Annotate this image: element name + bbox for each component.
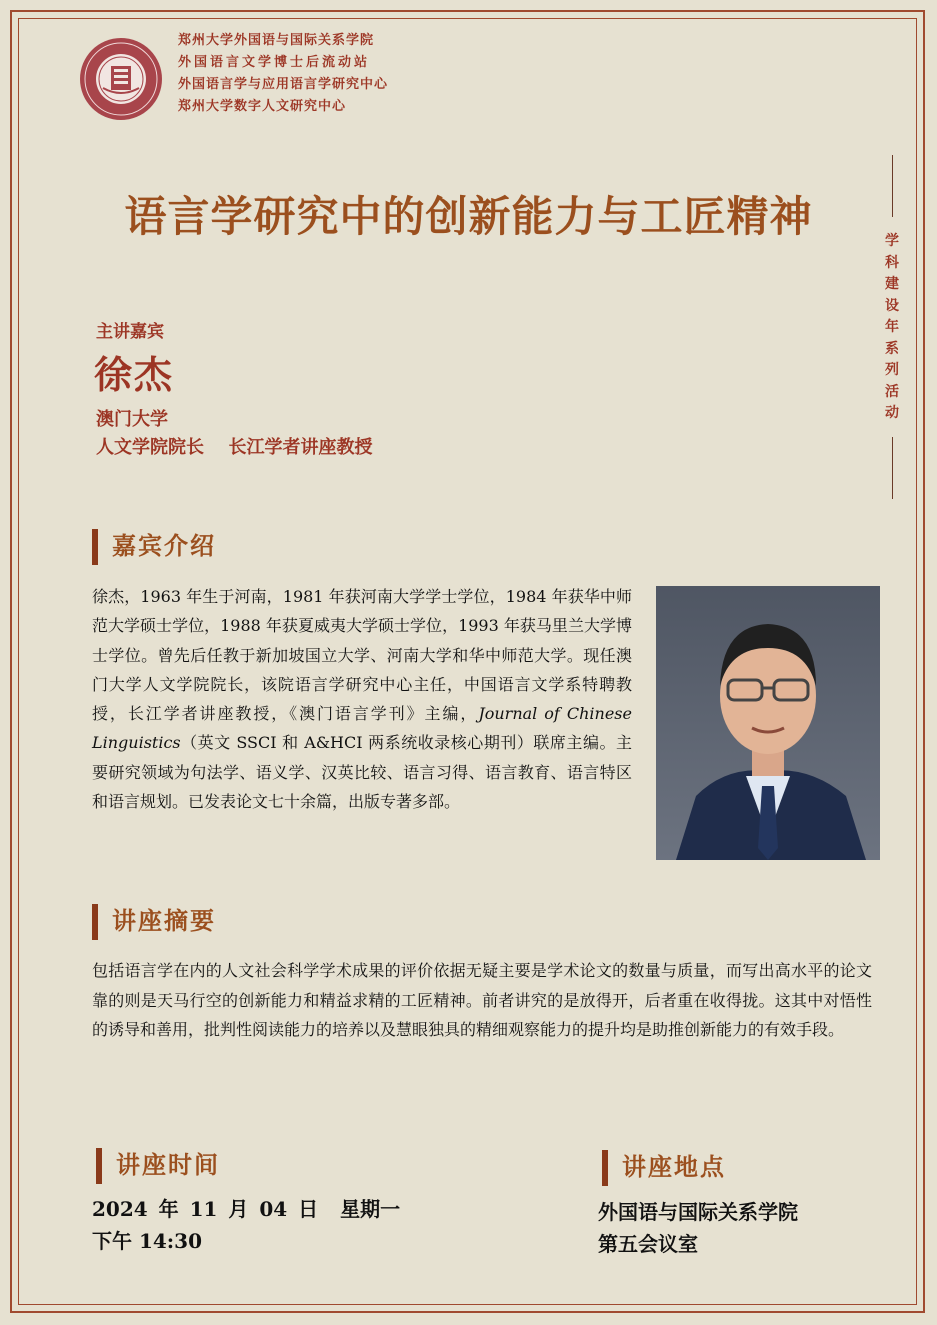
bio-text: 徐杰，1963 年生于河南，1981 年获河南大学学士学位，1984 年获华中师范大学硕士学位，1988 年获夏威夷大学硕士学位，1993 年获马里兰大学博士学位。曾先后任教于新加坡国立大学、河南大学和华中师范大学。现任澳门大学人文学院院长，该院语言学研究中心主任，中国语言文学系特聘教授，长江学者讲座教授，《澳门语言学刊》主编， xyxy=(92,587,632,724)
time-heading: 讲座时间 xyxy=(96,1148,220,1182)
speaker-affiliation: 澳门大学 xyxy=(96,409,168,430)
location-heading: 讲座地点 xyxy=(602,1150,726,1184)
university-seal-logo xyxy=(78,36,164,122)
institution-list xyxy=(178,30,388,118)
lecture-hour: 下午 14:30 xyxy=(92,1229,203,1253)
location-line1: 外国语与国际关系学院 xyxy=(598,1200,798,1224)
speaker-photo xyxy=(656,586,880,860)
speaker-label: 主讲嘉宾 xyxy=(96,322,164,342)
side-banner xyxy=(880,155,904,500)
institution-name: 郑州大学外国语与国际关系学院 xyxy=(178,33,375,48)
journal-name: Journal of Chinese Linguistics xyxy=(92,704,632,753)
speaker-positions: 人文学院院长 长江学者讲座教授 xyxy=(96,437,373,458)
lecture-title: 语言学研究中的创新能力与工匠精神 xyxy=(124,192,813,241)
speaker-name: 徐杰 xyxy=(94,353,175,397)
banner-line-top xyxy=(892,155,893,217)
institution-name: 外国语言文学博士后流动站 xyxy=(178,55,371,70)
institution-name: 郑州大学数字人文研究中心 xyxy=(178,99,347,114)
location-line2: 第五会议室 xyxy=(598,1232,698,1256)
lecture-date: 2024 年 11 月 04 日 星期一 xyxy=(92,1197,401,1221)
speaker-bio xyxy=(92,582,632,816)
institution-name: 外国语言学与应用语言学研究中心 xyxy=(178,77,389,92)
bio-text-continued: （英文 SSCI 和 A&HCI 两系统收录核心期刊）联席主编。主要研究领域为句法学、语义学、汉英比较、语言习得、语言教育、语言特区和语言规划。已发表论文七十余篇，出版专著多部。 xyxy=(92,733,632,812)
side-banner-text: 学科建设年系列活动 xyxy=(885,233,899,421)
intro-heading: 嘉宾介绍 xyxy=(92,529,216,563)
abstract-heading: 讲座摘要 xyxy=(92,904,216,938)
banner-line-bottom xyxy=(892,437,893,499)
abstract-text: 包括语言学在内的人文社会科学学术成果的评价依据无疑主要是学术论文的数量与质量，而写出高水平的论文靠的则是天马行空的创新能力和精益求精的工匠精神。前者讲究的是放得开，后者重在收得拢。这其中对悟性的诱导和善用，批判性阅读能力的培养以及慧眼独具的精细观察能力的提升均是助推创新能力的有效手段。 xyxy=(92,961,872,1039)
